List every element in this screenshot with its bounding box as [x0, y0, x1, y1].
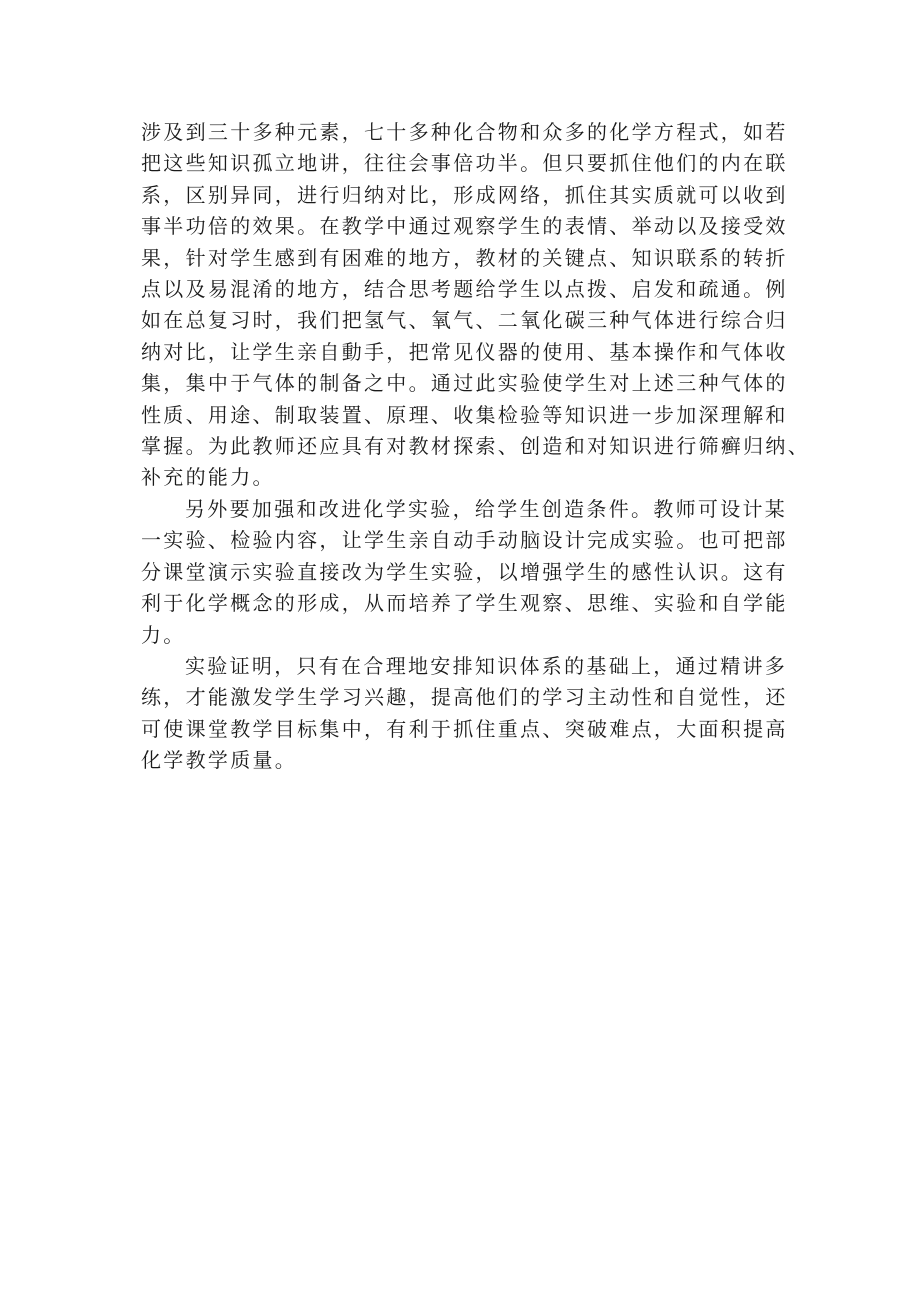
paragraph-line: 集，集中于气体的制备之中。通过此实验使学生对上述三种气体的 — [141, 371, 788, 396]
document-body — [141, 117, 810, 777]
paragraph-line: 化学教学质量。 — [141, 748, 298, 773]
paragraph-line: 系，区别异同，进行归纳对比，形成网络，抓住其实质就可以收到 — [141, 182, 788, 207]
paragraph-line: 可使课堂教学目标集中，有利于抓住重点、突破难点，大面积提高 — [141, 716, 788, 741]
paragraph-line: 掌握。为此教师还应具有对教材探索、创造和对知识进行筛癣归纳、 — [141, 434, 810, 459]
paragraph-3 — [141, 651, 788, 777]
paragraph-line: 补充的能力。 — [141, 465, 275, 490]
paragraph-line: 另外要加强和改进化学实验，给学生创造条件。教师可设计某 — [185, 496, 788, 521]
paragraph-line: 练，才能激发学生学习兴趣，提高他们的学习主动性和自觉性，还 — [141, 685, 788, 710]
paragraph-line: 如在总复习时，我们把氢气、氧气、二氧化碳三种气体进行综合归 — [141, 308, 788, 333]
paragraph-line: 一实验、检验内容，让学生亲自动手动脑设计完成实验。也可把部 — [141, 528, 788, 553]
paragraph-line: 利于化学概念的形成，从而培养了学生观察、思维、实验和自学能 — [141, 591, 788, 616]
paragraph-line: 实验证明，只有在合理地安排知识体系的基础上，通过精讲多 — [185, 653, 788, 678]
paragraph-line: 性质、用途、制取装置、原理、收集检验等知识进一步加深理解和 — [141, 402, 788, 427]
paragraph-line: 把这些知识孤立地讲，往往会事倍功半。但只要抓住他们的内在联 — [141, 151, 788, 176]
paragraph-line: 事半功倍的效果。在教学中通过观察学生的表情、举动以及接受效 — [141, 214, 788, 239]
paragraph-line: 果，针对学生感到有困难的地方，教材的关键点、知识联系的转折 — [141, 245, 788, 270]
paragraph-1 — [141, 117, 810, 494]
paragraph-line: 涉及到三十多种元素，七十多种化合物和众多的化学方程式，如若 — [141, 120, 788, 144]
paragraph-line: 力。 — [141, 622, 186, 647]
paragraph-line: 纳对比，让学生亲自動手，把常见仪器的使用、基本操作和气体收 — [141, 339, 788, 364]
paragraph-line: 点以及易混淆的地方，结合思考题给学生以点拨、启发和疏通。例 — [141, 277, 788, 302]
paragraph-2 — [141, 494, 788, 651]
paragraph-line: 分课堂演示实验直接改为学生实验，以增强学生的感性认识。这有 — [141, 559, 788, 584]
